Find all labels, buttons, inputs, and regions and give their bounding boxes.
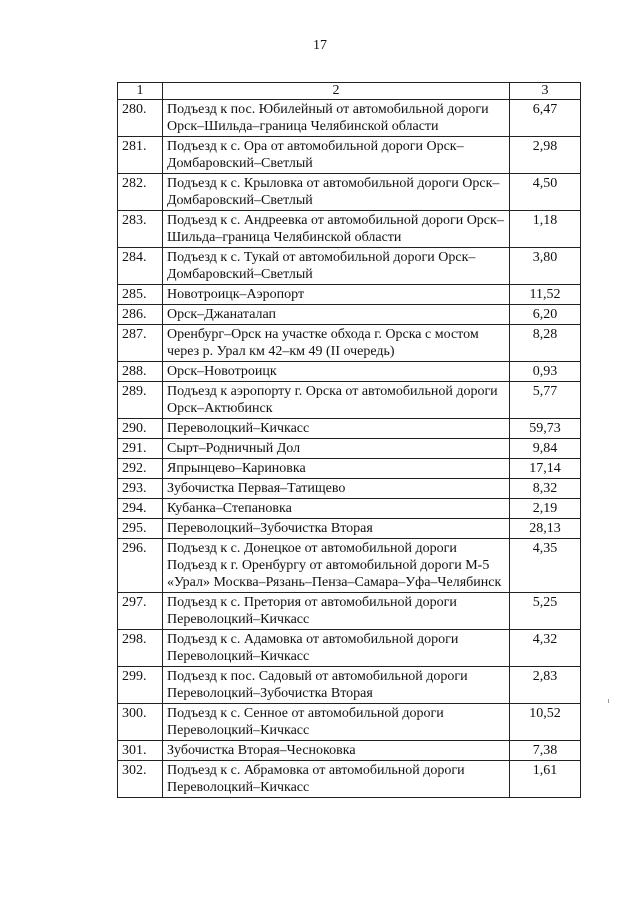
road-name: Подъезд к аэропорту г. Орска от автомобильной дороги Орск–Актюбинск [163,382,510,419]
table-row [118,630,581,667]
roads-table [117,82,581,798]
table-row [118,382,581,419]
road-length: 5,77 [510,382,581,419]
row-number: 291. [118,439,163,459]
road-name: Подъезд к с. Адамовка от автомобильной дороги Переволоцкий–Кичкасс [163,630,510,667]
road-name: Подъезд к с. Андреевка от автомобильной дороги Орск–Шильда–граница Челябинской области [163,211,510,248]
row-number: 290. [118,419,163,439]
road-length: 10,52 [510,704,581,741]
table-header-row [118,83,581,100]
road-length: 4,50 [510,174,581,211]
table-row [118,305,581,325]
table-row [118,248,581,285]
row-number: 302. [118,761,163,798]
table-row [118,419,581,439]
table-row [118,479,581,499]
table-row [118,174,581,211]
road-name: Япрынцево–Кариновка [163,459,510,479]
row-number: 300. [118,704,163,741]
row-number: 298. [118,630,163,667]
road-name: Подъезд к с. Крыловка от автомобильной дороги Орск–Домбаровский–Светлый [163,174,510,211]
road-name: Переволоцкий–Зубочистка Вторая [163,519,510,539]
road-length: 4,32 [510,630,581,667]
road-name: Переволоцкий–Кичкасс [163,419,510,439]
table-row [118,285,581,305]
road-name: Подъезд к пос. Садовый от автомобильной дороги Переволоцкий–Зубочистка Вторая [163,667,510,704]
table-row [118,362,581,382]
scan-mark [608,699,609,703]
road-length: 28,13 [510,519,581,539]
road-length: 1,61 [510,761,581,798]
column-header-number: 1 [118,83,163,100]
row-number: 301. [118,741,163,761]
road-length: 1,18 [510,211,581,248]
table-row [118,704,581,741]
road-name: Подъезд к с. Донецкое от автомобильной дороги Подъезд к г. Оренбургу от автомобильной дороги М-5 «Урал» Москва–Рязань–Пенза–Самара–Уфа–Челябинск [163,539,510,593]
table-body [118,100,581,798]
road-name: Подъезд к с. Ора от автомобильной дороги Орск–Домбаровский–Светлый [163,137,510,174]
road-name: Зубочистка Первая–Татищево [163,479,510,499]
row-number: 297. [118,593,163,630]
road-name: Зубочистка Вторая–Чесноковка [163,741,510,761]
road-length: 4,35 [510,539,581,593]
road-length: 6,20 [510,305,581,325]
row-number: 299. [118,667,163,704]
row-number: 282. [118,174,163,211]
column-header-length: 3 [510,83,581,100]
road-name: Подъезд к с. Абрамовка от автомобильной дороги Переволоцкий–Кичкасс [163,761,510,798]
row-number: 280. [118,100,163,137]
row-number: 286. [118,305,163,325]
table-row [118,211,581,248]
table-row [118,499,581,519]
table-row [118,325,581,362]
road-length: 6,47 [510,100,581,137]
road-length: 5,25 [510,593,581,630]
column-header-name: 2 [163,83,510,100]
road-name: Оренбург–Орск на участке обхода г. Орска с мостом через р. Урал км 42–км 49 (II очередь) [163,325,510,362]
row-number: 294. [118,499,163,519]
road-length: 3,80 [510,248,581,285]
row-number: 293. [118,479,163,499]
table-row [118,761,581,798]
row-number: 285. [118,285,163,305]
road-length: 9,84 [510,439,581,459]
table-row [118,667,581,704]
road-length: 11,52 [510,285,581,305]
road-length: 0,93 [510,362,581,382]
table-row [118,741,581,761]
road-name: Орск–Джанаталап [163,305,510,325]
row-number: 292. [118,459,163,479]
road-length: 7,38 [510,741,581,761]
road-name: Подъезд к с. Претория от автомобильной дороги Переволоцкий–Кичкасс [163,593,510,630]
table-row [118,100,581,137]
road-name: Кубанка–Степановка [163,499,510,519]
road-length: 2,83 [510,667,581,704]
road-name: Новотроицк–Аэропорт [163,285,510,305]
row-number: 281. [118,137,163,174]
road-length: 8,28 [510,325,581,362]
road-name: Сырт–Родничный Дол [163,439,510,459]
row-number: 288. [118,362,163,382]
table-row [118,539,581,593]
road-length: 8,32 [510,479,581,499]
row-number: 284. [118,248,163,285]
table-row [118,593,581,630]
row-number: 295. [118,519,163,539]
road-length: 59,73 [510,419,581,439]
road-name: Подъезд к пос. Юбилейный от автомобильной дороги Орск–Шильда–граница Челябинской области [163,100,510,137]
table-row [118,519,581,539]
road-name: Подъезд к с. Тукай от автомобильной дороги Орск–Домбаровский–Светлый [163,248,510,285]
road-length: 2,98 [510,137,581,174]
row-number: 296. [118,539,163,593]
page-number: 17 [313,38,327,53]
row-number: 289. [118,382,163,419]
table-row [118,459,581,479]
row-number: 283. [118,211,163,248]
table-row [118,137,581,174]
road-length: 2,19 [510,499,581,519]
road-name: Орск–Новотроицк [163,362,510,382]
table-row [118,439,581,459]
road-length: 17,14 [510,459,581,479]
road-name: Подъезд к с. Сенное от автомобильной дороги Переволоцкий–Кичкасс [163,704,510,741]
row-number: 287. [118,325,163,362]
